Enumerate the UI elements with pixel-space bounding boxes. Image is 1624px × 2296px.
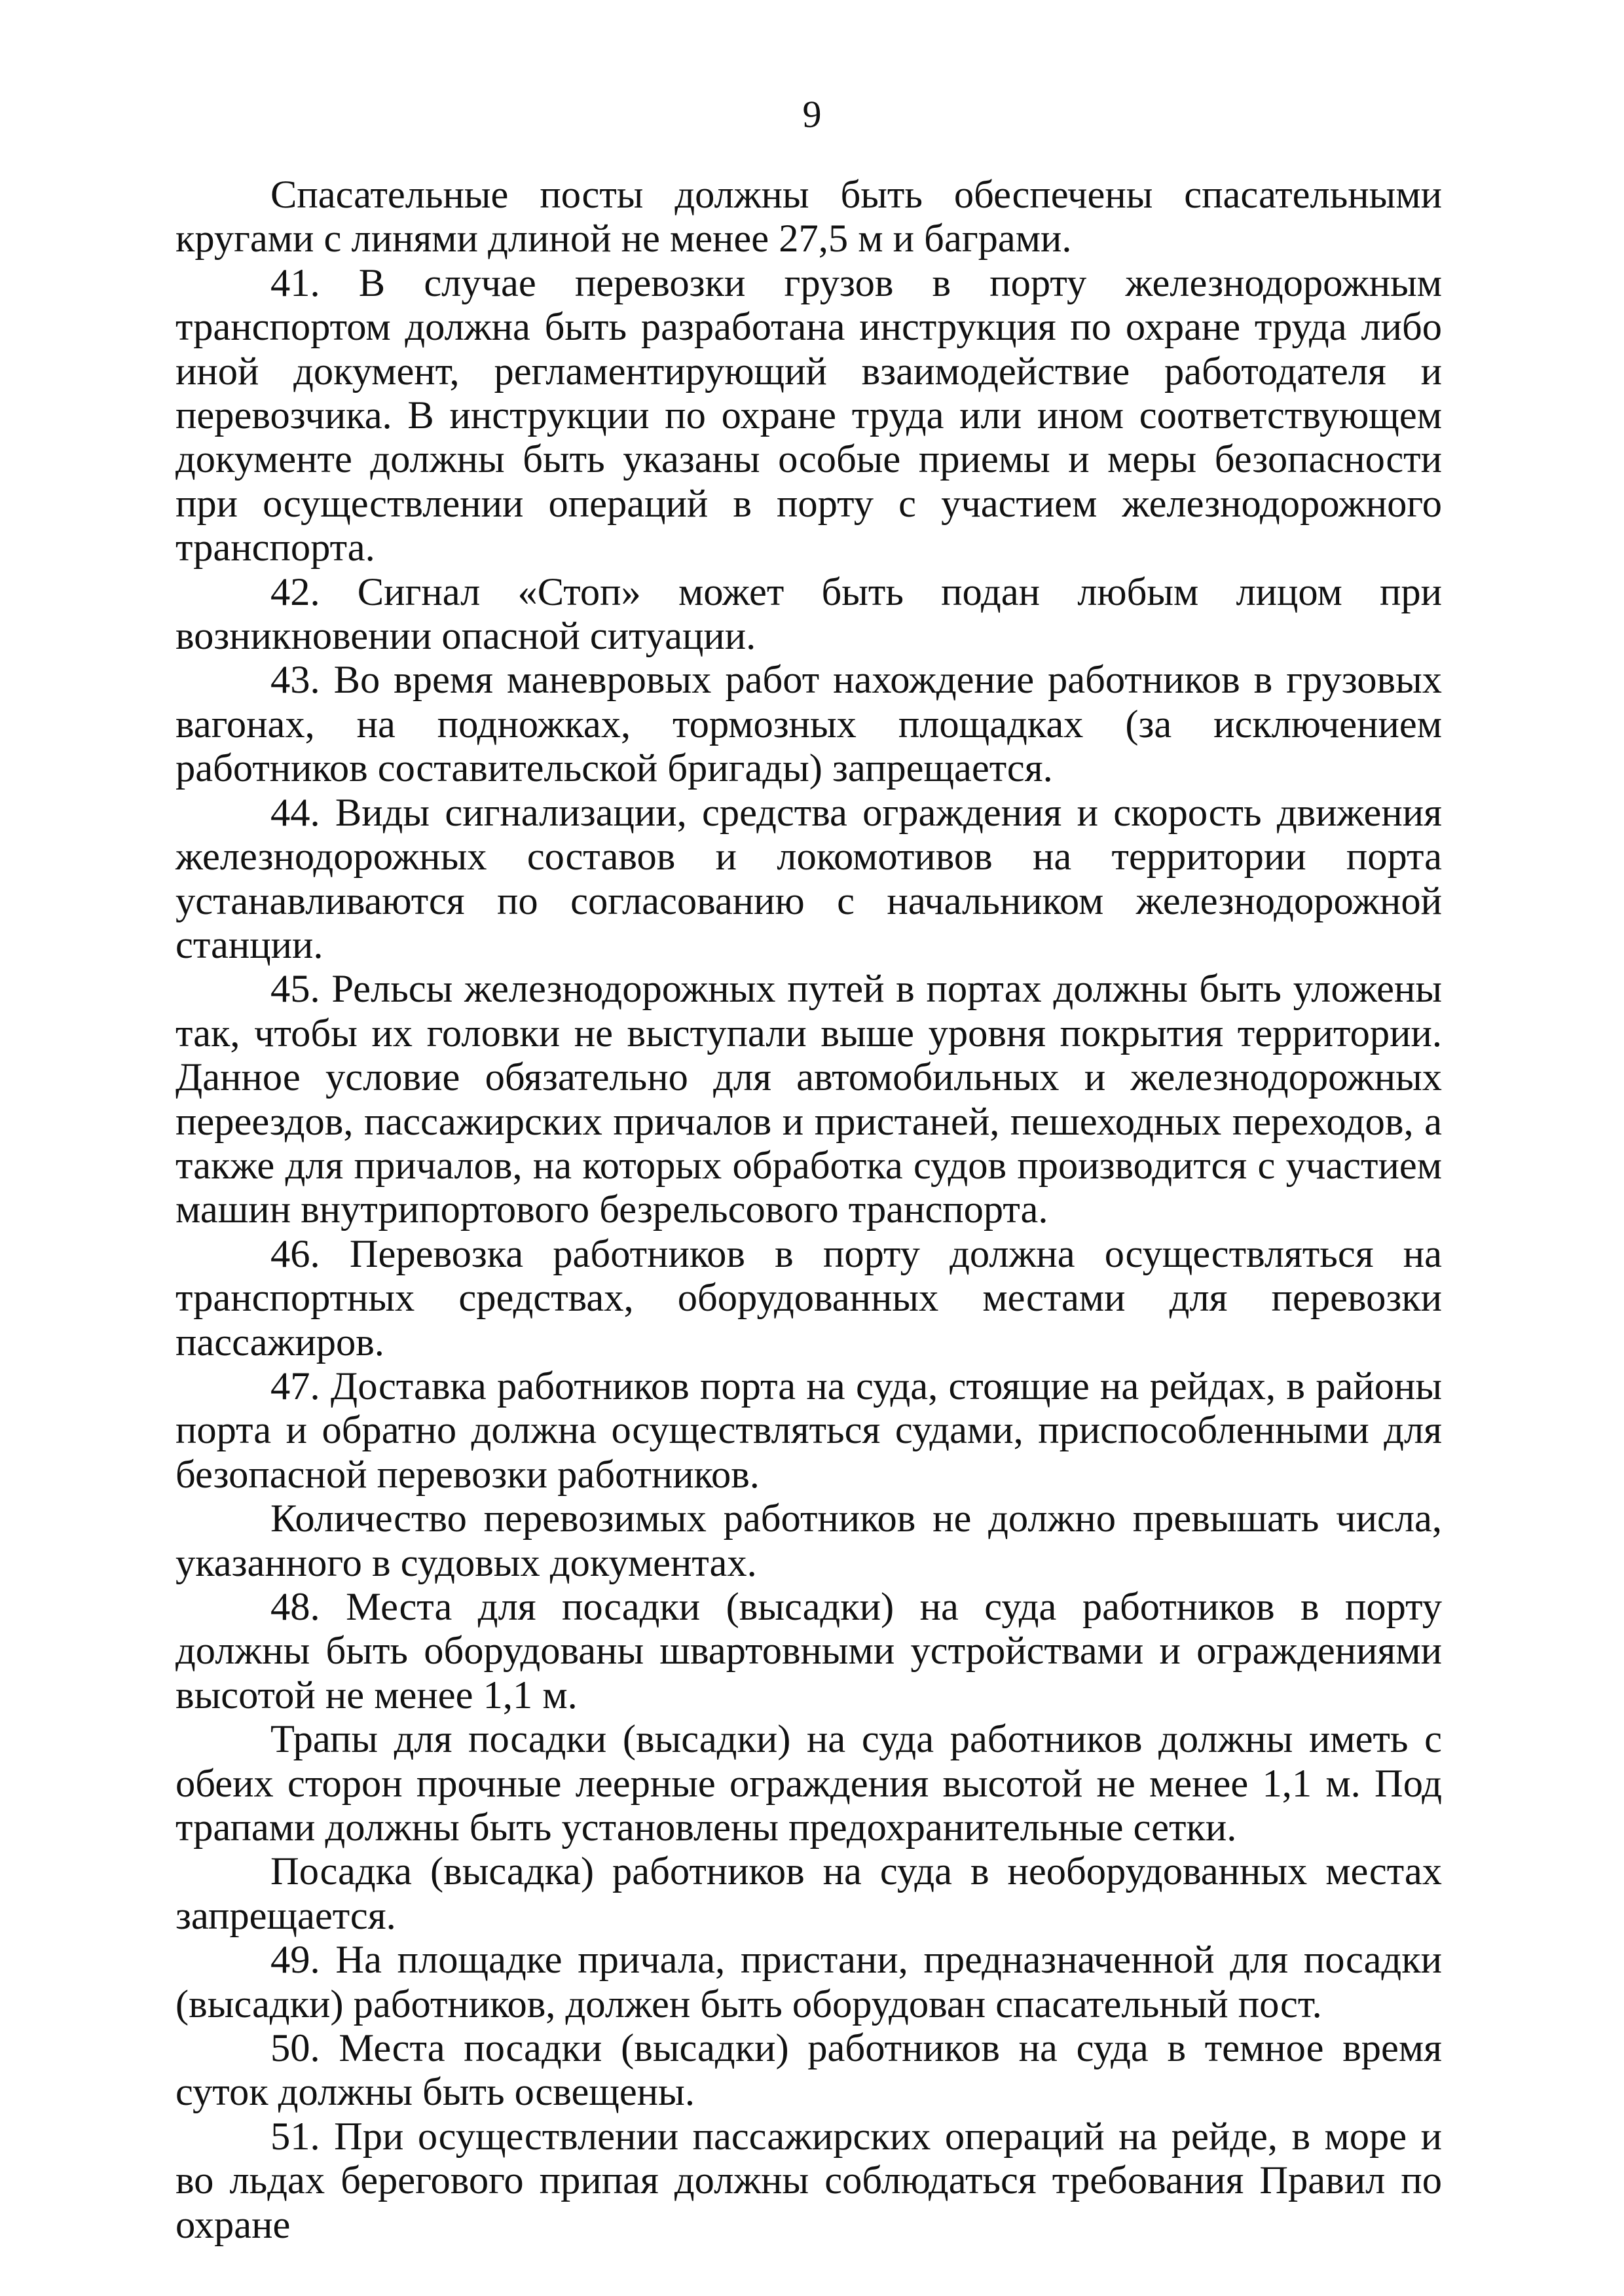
paragraph-47-worker-count: Количество перевозимых работников не должно превышать числа, указанного в судовых документах. [175,1497,1442,1585]
paragraph-lifesaving-posts: Спасательные посты должны быть обеспечены спасательными кругами с линями длиной не менее 27,5 м и баграми. [175,173,1442,261]
body-text [175,173,1442,2247]
paragraph-44: 44. Виды сигнализации, средства ограждения и скорость движения железнодорожных составов и локомотивов на территории порта устанавливаются по согласованию с начальником железнодорожной станции. [175,790,1442,967]
paragraph-50: 50. Места посадки (высадки) работников на суда в темное время суток должны быть освещены. [175,2026,1442,2115]
paragraph-47: 47. Доставка работников порта на суда, стоящие на рейдах, в районы порта и обратно должна осуществляться судами, приспособленными для безопасной перевозки работников. [175,1364,1442,1497]
paragraph-49: 49. На площадке причала, пристани, предназначенной для посадки (высадки) работников, должен быть оборудован спасательный пост. [175,1938,1442,2026]
paragraph-45: 45. Рельсы железнодорожных путей в портах должны быть уложены так, чтобы их головки не выступали выше уровня покрытия территории. Данное условие обязательно для автомобильных и железнодорожных переездов, пассажирских причалов и пристаней, пешеходных переходов, а также для причалов, на которых обработка судов производится с участием машин внутрипортового безрельсового транспорта. [175,967,1442,1232]
paragraph-42: 42. Сигнал «Стоп» может быть подан любым лицом при возникновении опасной ситуации. [175,570,1442,659]
paragraph-48-unequipped-places: Посадка (высадка) работников на суда в необорудованных местах запрещается. [175,1850,1442,1938]
paragraph-48-gangways: Трапы для посадки (высадки) на суда работников должны иметь с обеих сторон прочные леерные ограждения высотой не менее 1,1 м. Под трапами должны быть установлены предохранительные сетки. [175,1717,1442,1850]
paragraph-51: 51. При осуществлении пассажирских операций на рейде, в море и во льдах берегового припая должны соблюдаться требования Правил по охране [175,2114,1442,2247]
page-number: 9 [802,93,822,136]
paragraph-46: 46. Перевозка работников в порту должна осуществляться на транспортных средствах, оборудованных местами для перевозки пассажиров. [175,1231,1442,1364]
paragraph-43: 43. Во время маневровых работ нахождение работников в грузовых вагонах, на подножках, тормозных площадках (за исключением работников составительской бригады) запрещается. [175,658,1442,791]
paragraph-41: 41. В случае перевозки грузов в порту железнодорожным транспортом должна быть разработана инструкция по охране труда либо иной документ, регламентирующий взаимодействие работодателя и перевозчика. В инструкции по охране труда или ином соответствующем документе должны быть указаны особые приемы и меры безопасности при осуществлении операций в порту с участием железнодорожного транспорта. [175,261,1442,570]
paragraph-48: 48. Места для посадки (высадки) на суда работников в порту должны быть оборудованы швартовными устройствами и ограждениями высотой не менее 1,1 м. [175,1585,1442,1717]
